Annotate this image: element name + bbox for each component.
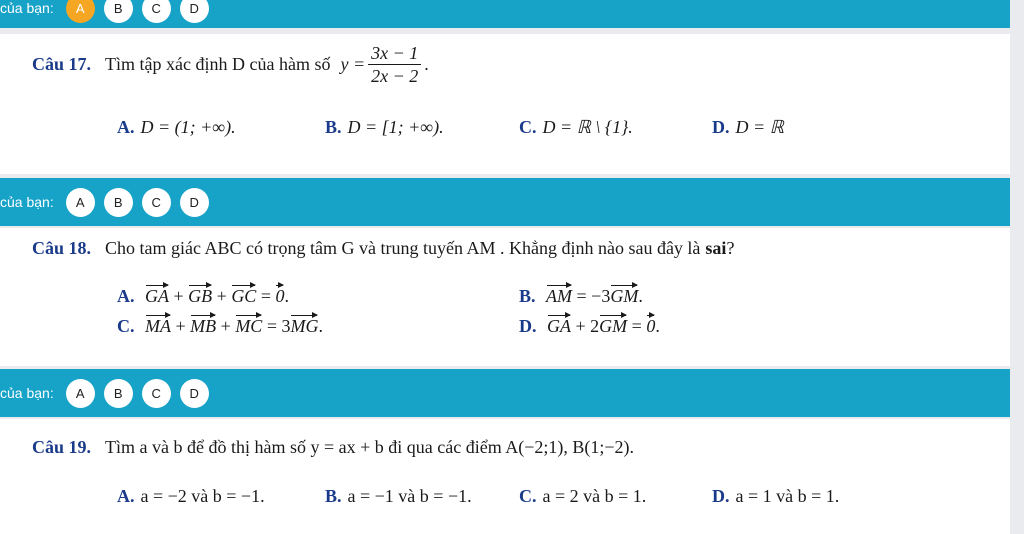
answer-a: [117, 486, 265, 507]
answer-letter: C.: [519, 486, 537, 506]
vector: GB: [188, 286, 213, 306]
period: .: [638, 286, 643, 306]
answer-text: a = −1 và b = −1.: [347, 486, 472, 506]
question-17-panel: [0, 34, 1010, 174]
vector: GM: [610, 286, 639, 306]
option-d-button[interactable]: D: [180, 0, 209, 23]
answer-d: [712, 486, 839, 507]
period: .: [424, 54, 429, 74]
answer-text: D = [1; +∞).: [347, 117, 444, 137]
zero-vector: 0: [646, 316, 656, 336]
option-c-button[interactable]: C: [142, 188, 171, 217]
answer-text: a = 2 và b = 1.: [542, 486, 647, 506]
fraction: [368, 42, 421, 87]
vector: GA: [547, 316, 571, 336]
answer-letter: C.: [117, 316, 135, 336]
answer-letter: B.: [519, 286, 536, 306]
operator: = 3: [266, 316, 291, 336]
answer-c: [519, 117, 633, 138]
answer-text: D = ℝ \ {1}.: [542, 117, 633, 137]
answer-letter: C.: [519, 117, 537, 137]
answer-letter: A.: [117, 286, 135, 306]
period: .: [284, 286, 289, 306]
answer-letter: A.: [117, 486, 135, 506]
option-d-button[interactable]: D: [180, 188, 209, 217]
vector: GA: [145, 286, 169, 306]
answer-c: C. MA + MB + MC = 3MG.: [117, 316, 323, 336]
vector: AM: [546, 286, 573, 306]
question-19-panel: [0, 419, 1010, 534]
operator: + 2: [575, 316, 600, 336]
answer-letter: A.: [117, 117, 135, 137]
question-17-text: [32, 42, 429, 87]
answer-a: [117, 117, 236, 138]
period: .: [318, 316, 323, 336]
answer-b: [519, 286, 643, 307]
vector: MA: [145, 316, 171, 336]
numerator: 3x − 1: [368, 42, 421, 65]
option-a-button[interactable]: A: [66, 379, 95, 408]
zero-vector: 0: [275, 286, 285, 306]
answer-bar-q18: [0, 369, 1010, 417]
question-19-text: [32, 437, 634, 458]
question-number: Câu 19.: [32, 437, 92, 457]
option-b-button[interactable]: B: [104, 379, 133, 408]
option-b-button[interactable]: B: [104, 0, 133, 23]
option-a-button[interactable]: A: [66, 188, 95, 217]
vector: GM: [599, 316, 628, 336]
answer-text: D = ℝ: [735, 117, 784, 137]
question-18-panel: [0, 228, 1010, 366]
option-c-button[interactable]: C: [142, 0, 171, 23]
answer-letter: D.: [519, 316, 537, 336]
vector: MB: [190, 316, 217, 336]
denominator: 2x − 2: [371, 66, 419, 86]
answer-letter: D.: [712, 117, 730, 137]
question-text: Cho tam giác ABC có trọng tâm G và trung tuyến AM . Khẳng định nào sau đây là: [105, 238, 701, 258]
answer-d: D. GA + 2GM = 0.: [519, 316, 660, 336]
option-b-button[interactable]: B: [104, 188, 133, 217]
question-text: Tìm a và b để đồ thị hàm số y = ax + b đi qua các điểm A(−2;1), B(1;−2).: [105, 437, 635, 457]
operator: = −3: [576, 286, 611, 306]
answer-letter: D.: [712, 486, 730, 506]
vector: MC: [235, 316, 263, 336]
option-c-button[interactable]: C: [142, 379, 171, 408]
answer-c: [519, 486, 646, 507]
vector: GC: [231, 286, 257, 306]
period: .: [655, 316, 660, 336]
question-number: Câu 18.: [32, 238, 92, 258]
option-d-button[interactable]: D: [180, 379, 209, 408]
question-mark: ?: [726, 238, 735, 258]
option-a-button[interactable]: A: [66, 0, 95, 23]
answer-text: D = (1; +∞).: [140, 117, 236, 137]
answer-d: [712, 117, 784, 138]
answer-text: a = 1 và b = 1.: [735, 486, 840, 506]
answer-bar-label: của bạn:: [0, 0, 54, 16]
answer-bar-label: của bạn:: [0, 194, 54, 210]
answer-bar-label: của bạn:: [0, 385, 54, 401]
function-lhs: y =: [340, 54, 366, 74]
answer-letter: B.: [325, 486, 342, 506]
answer-bar-q16: [0, 0, 1010, 28]
vector: MG: [290, 316, 319, 336]
question-18-text: [32, 238, 734, 259]
answer-b: [325, 117, 444, 138]
question-text: Tìm tập xác định D của hàm số: [105, 54, 331, 74]
emphasis-word: sai: [705, 238, 727, 258]
answer-text: a = −2 và b = −1.: [140, 486, 265, 506]
question-number: Câu 17.: [32, 54, 92, 74]
answer-b: [325, 486, 472, 507]
answer-bar-q17: [0, 178, 1010, 226]
answer-letter: B.: [325, 117, 342, 137]
answer-a: A. GA + GB + GC = 0.: [117, 286, 289, 306]
